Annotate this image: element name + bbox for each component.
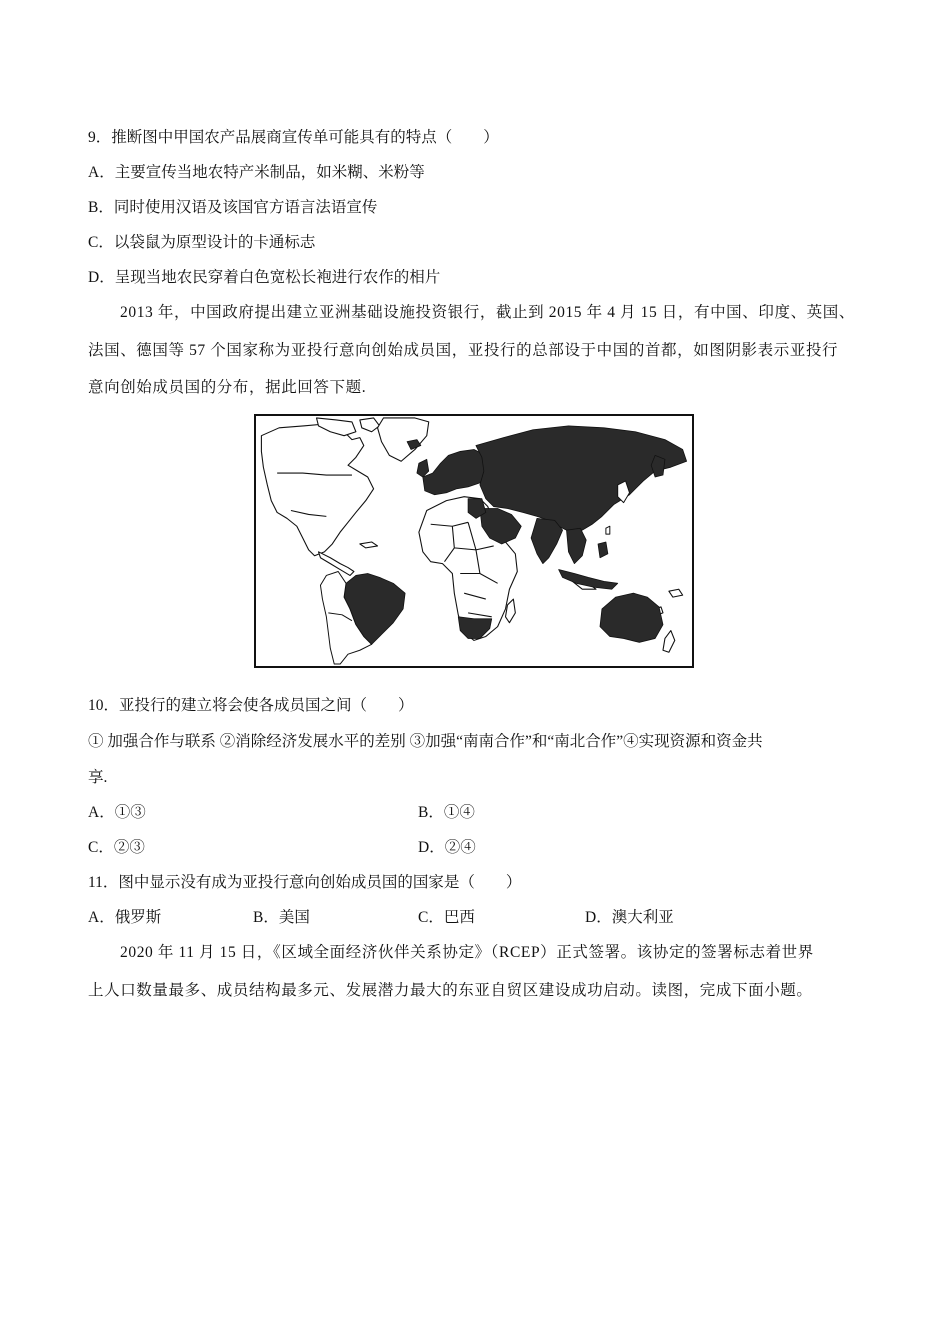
q10-option-d: D．②④	[418, 839, 476, 856]
q9-stem: 9．推断图中甲国农产品展商宣传单可能具有的特点（ ）	[88, 129, 499, 146]
india-shaded	[531, 518, 562, 563]
q11-option-a: A．俄罗斯	[88, 909, 162, 926]
q11-stem: 11．图中显示没有成为亚投行意向创始成员国的国家是（ ）	[88, 874, 522, 891]
q9-option-c: C．以袋鼠为原型设计的卡通标志	[88, 234, 316, 251]
passage2-line1: 2020 年 11 月 15 日，《区域全面经济伙伴关系协定》（RCEP）正式签署。该协定的签署标志着世界	[120, 944, 814, 961]
new-zealand	[663, 631, 675, 653]
indonesia-shaded	[559, 570, 618, 590]
passage1-line2: 法国、德国等 57 个国家称为亚投行意向创始成员国，亚投行的总部设于中国的首都，如图阴影表示亚投行	[88, 342, 839, 359]
europe-shaded	[423, 449, 488, 494]
australia-shaded	[600, 593, 663, 642]
q9-option-d: D．呈现当地农民穿着白色宽松长袍进行农作的相片	[88, 269, 441, 286]
q10-option-b: B．①④	[418, 804, 475, 821]
q10-statements-line1: ① 加强合作与联系 ②消除经济发展水平的差别 ③加强“南南合作”和“南北合作”④实现资源和资金共	[88, 733, 763, 750]
uk-shaded	[417, 459, 429, 477]
greenland-landmass	[378, 418, 429, 461]
q9-option-a: A．主要宣传当地农特产米制品，如米糊、米粉等	[88, 164, 425, 181]
q10-option-c: C．②③	[88, 839, 145, 856]
passage1-line3: 意向创始成员国的分布，据此回答下题.	[88, 379, 367, 396]
passage2-line2: 上人口数量最多、成员结构最多元、发展潜力最大的东亚自贸区建设成功启动。读图，完成下面小题。	[88, 982, 813, 999]
q10-option-a: A．①③	[88, 804, 146, 821]
passage1-line1: 2013 年，中国政府提出建立亚洲基础设施投资银行，截止到 2015 年 4 月 15 日，有中国、印度、英国、	[120, 304, 855, 321]
se-asia-shaded	[567, 528, 587, 563]
q11-option-d: D．澳大利亚	[585, 909, 674, 926]
q11-option-c: C．巴西	[418, 909, 475, 926]
north-america-landmass	[261, 424, 373, 556]
q10-stem: 10．亚投行的建立将会使各成员国之间（ ）	[88, 697, 414, 714]
q10-statements-line2: 享.	[88, 769, 108, 786]
aiib-world-map	[254, 414, 694, 668]
q11-option-b: B．美国	[253, 909, 310, 926]
q9-option-b: B．同时使用汉语及该国官方语言法语宣传	[88, 199, 378, 216]
